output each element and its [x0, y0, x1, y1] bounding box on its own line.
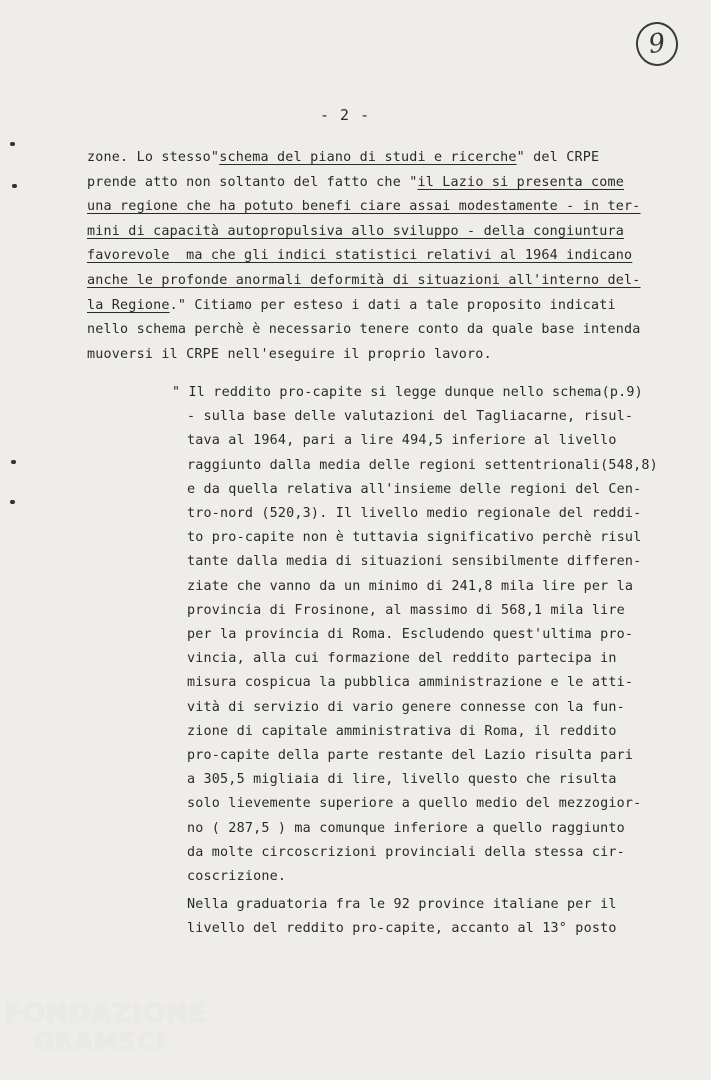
watermark: FONDAZIONE GRAMSCI [4, 999, 208, 1056]
text-line: - sulla base delle valutazioni del Tagliacarne, risul- [187, 409, 634, 425]
text-line: coscrizione. [187, 869, 287, 884]
margin-mark [10, 142, 15, 146]
text-line: da molte circoscrizioni provinciali della stessa cir- [187, 844, 625, 860]
text-line: tava al 1964, pari a lire 494,5 inferiore al livello [187, 433, 617, 449]
text-line: a 305,5 migliaia di lire, livello questo che risulta [187, 772, 617, 788]
text-line: zone. Lo stesso"schema del piano di studi e ricerche" del CRPE [87, 150, 600, 165]
text-line: una regione che ha potuto benefi ciare assai modestamente - in ter- [87, 199, 641, 215]
text-line: tro-nord (520,3). Il livello medio regionale del reddi- [187, 506, 642, 521]
text-line: mini di capacità autopropulsiva allo sviluppo - della congiuntura [87, 223, 625, 239]
page-header: - 2 - [320, 106, 371, 124]
text-line: to pro-capite non è tuttavia significativo perchè risul [187, 530, 642, 546]
text-line: la Regione." Citiamo per esteso i dati a tale proposito indicati [87, 297, 616, 313]
text-line: livello del reddito pro-capite, accanto al 13° posto [187, 921, 617, 937]
margin-mark [10, 500, 15, 504]
text-line: anche le profonde anormali deformità di situazioni all'interno del- [87, 273, 641, 288]
text-line: per la provincia di Roma. Escludendo quest'ultima pro- [187, 627, 634, 642]
margin-mark [11, 460, 16, 464]
text-line: vità di servizio di vario genere connesse con la fun- [187, 699, 625, 715]
text-line: prende atto non soltanto del fatto che "il Lazio si presenta come [87, 174, 625, 190]
margin-mark [12, 184, 17, 188]
handwritten-page-number: 9 [633, 19, 681, 68]
text-line: favorevole ma che gli indici statistici relativi al 1964 indicano [87, 248, 633, 264]
text-line: e da quella relativa all'insieme delle regioni del Cen- [187, 481, 642, 497]
text-line: tante dalla media di situazioni sensibilmente differen- [187, 554, 642, 570]
text-line: nello schema perchè è necessario tenere conto da quale base intenda [87, 322, 641, 338]
text-line: Nella graduatoria fra le 92 province italiane per il [187, 897, 617, 913]
text-line: muoversi il CRPE nell'eseguire il proprio lavoro. [87, 346, 492, 362]
text-line: misura cospicua la pubblica amministrazione e le atti- [187, 675, 634, 691]
text-line: zione di capitale amministrativa di Roma, il reddito [187, 723, 617, 739]
text-line: raggiunto dalla media delle regioni settentrionali(548,8) [187, 457, 658, 473]
text-line: " Il reddito pro-capite si legge dunque nello schema(p.9) [172, 385, 643, 400]
text-line: solo lievemente superiore a quello medio del mezzogior- [187, 796, 642, 812]
text-line: ziate che vanno da un minimo di 241,8 mila lire per la [187, 578, 634, 594]
text-line: no ( 287,5 ) ma comunque inferiore a quello raggiunto [187, 820, 625, 836]
text-line: provincia di Frosinone, al massimo di 568,1 mila lire [187, 602, 625, 618]
text-line: pro-capite della parte restante del Lazio risulta pari [187, 748, 634, 763]
text-line: vincia, alla cui formazione del reddito partecipa in [187, 651, 617, 667]
